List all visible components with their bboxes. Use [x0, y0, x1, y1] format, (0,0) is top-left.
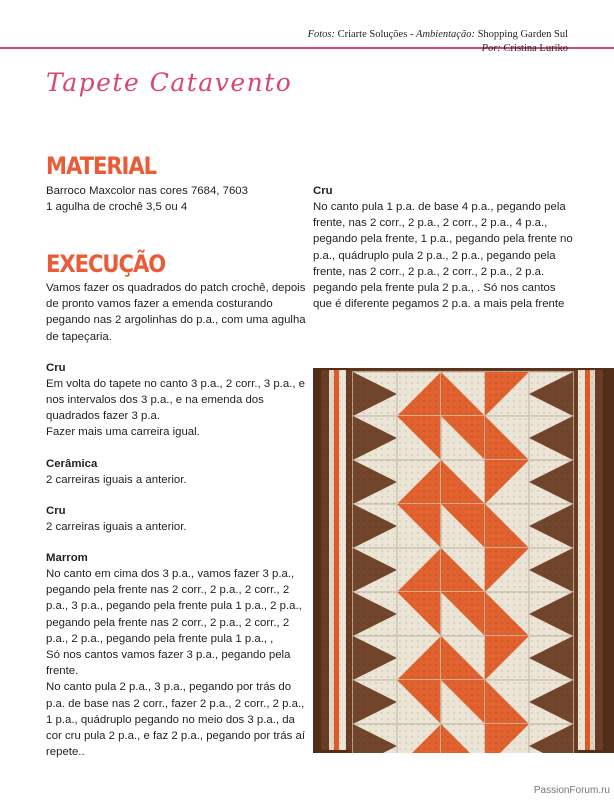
material-heading: MATERIAL [46, 152, 157, 180]
section-line: Fazer mais uma carreira igual. [46, 426, 200, 439]
material-line: 1 agulha de crochê 3,5 ou 4 [46, 201, 188, 214]
rug-illustration [313, 368, 614, 753]
execucao-body [46, 280, 308, 760]
rug-photo [313, 368, 614, 753]
credit-label-setting: Ambientação: [416, 29, 475, 40]
credit-value-author: Cristina Luriko [500, 43, 568, 54]
section-line: 2 carreiras iguais a anterior. [46, 473, 187, 486]
section-title-marrom: Marrom [46, 552, 88, 565]
credit-value-photos: Criarte Soluções - [334, 29, 417, 40]
page-title: Tapete Catavento [46, 68, 293, 97]
execucao-heading: EXECUÇÃO [46, 250, 166, 278]
section-title-ceramica: Cerâmica [46, 457, 98, 470]
section-line: Só nos cantos vamos fazer 3 p.a., pegando pela frente. [46, 649, 291, 678]
right-column [313, 183, 577, 312]
credit-label-author: Por: [481, 43, 501, 54]
photo-credits [308, 28, 568, 56]
credit-value-setting: Shopping Garden Sul [474, 29, 568, 40]
material-list [46, 183, 308, 215]
execucao-intro: Vamos fazer os quadrados do patch crochê, depois de pronto vamos fazer a emenda costurando pegando nas 2 argolinhas do p.a., com uma agulha de tapeçaria. [46, 282, 306, 343]
material-line: Barroco Maxcolor nas cores 7684, 7603 [46, 185, 248, 197]
section-title-cru-right: Cru [313, 185, 333, 197]
section-line: 2 carreiras iguais a anterior. [46, 520, 187, 533]
right-section-text: No canto pula 1 p.a. de base 4 p.a., pegando pela frente, nas 2 corr., 2 p.a., 2 corr., 2 p.a., 4 p.a., pegando pela frente, 1 p.a., pegando pela frente no p.a., quádruplo pula 2 p.a., 2 p.a., pegando pela frente, nas 2 corr., 2 p.a., 2 corr., 2 p.a., 2 p.a. pegando pela frente pula 2 p.a., . Só nos cantos que é diferente pegamos 2 p.a. a mais pela frente [313, 201, 573, 311]
section-line: No canto em cima dos 3 p.a., vamos fazer 3 p.a., pegando pela frente nas 2 corr., 2 p.a., 2 corr., 2 p.a., 3 p.a., pegando pela frente pula 1 p.a., 2 p.a., pegando pela frente nas 2 corr., 2 p.a., 2 corr., 2 p.a., 2 p.a., pegando pela frente pula 1 p.a., , [46, 568, 302, 645]
watermark: PassionForum.ru [533, 785, 610, 796]
section-title-cru: Cru [46, 361, 66, 374]
section-line: No canto pula 2 p.a., 3 p.a., pegando por trás do p.a. de base nas 2 corr., fazer 2 p.a., 2 corr., 2 p.a., 1 p.a., quádruplo pegando no meio dos 3 p.a., da cor cru pula 2 p.a., e faz 2 p.a., pegando por trás aí repete.. [46, 681, 305, 759]
section-line: Em volta do tapete no canto 3 p.a., 2 corr., 3 p.a., e nos intervalos dos 3 p.a., e na emenda dos quadrados fazer 3 p.a. [46, 377, 305, 423]
credit-label-photos: Fotos: [307, 29, 335, 40]
section-title-cru-2: Cru [46, 504, 66, 517]
